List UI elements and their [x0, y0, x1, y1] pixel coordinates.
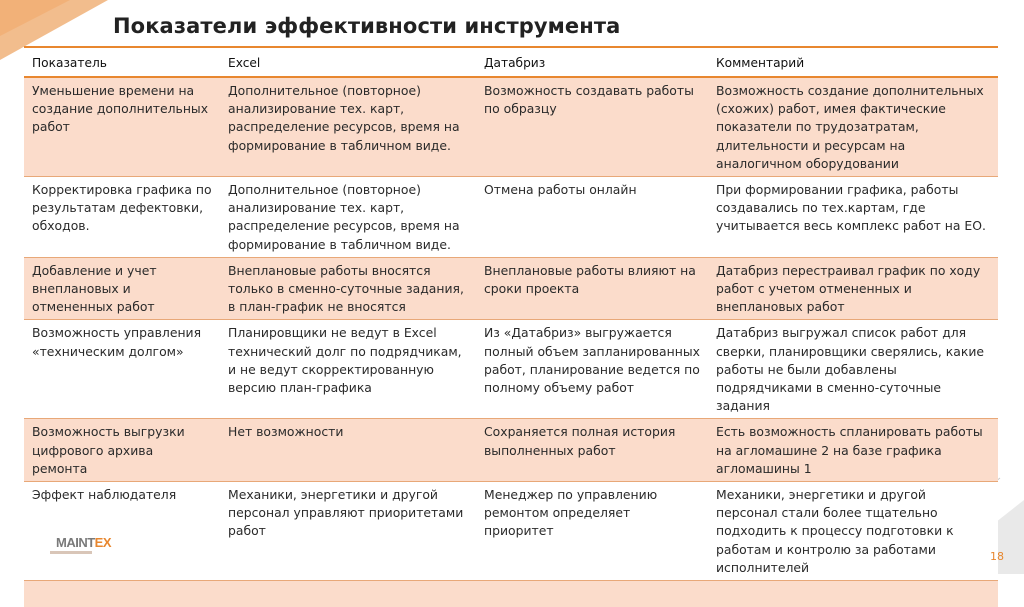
table-row [24, 257, 998, 320]
cell-excel: Нет возможности [220, 419, 476, 482]
header-excel: Excel [220, 47, 476, 77]
cell-indicator: Возможность выгрузки цифрового архива ремонта [24, 419, 220, 482]
company-logo [56, 535, 111, 550]
cell-comment: При формировании графика, работы создавались по тех.картам, где учитывается весь комплекс работ на ЕО. [708, 177, 998, 258]
efficiency-table [24, 46, 998, 607]
cell-databriz: Менеджер по управлению ремонтом определяет приоритет [476, 482, 708, 581]
cell-databriz: Возможность создавать работы по образцу [476, 77, 708, 177]
cell-comment: Механики, энергетики и другой персонал стали более тщательно подходить к процессу подготовки к работам и контролю за работами исполнителей [708, 482, 998, 581]
page-title: Показатели эффективности инструмента [113, 14, 621, 38]
cell-indicator: Эффект наблюдателя [24, 482, 220, 581]
logo-text-accent: EX [94, 535, 112, 550]
cell-comment: Возможность создание дополнительных (схожих) работ, имея фактические показатели по трудозатратам, длительности и ресурсам на аналогичном оборудовании [708, 77, 998, 177]
header-indicator: Показатель [24, 47, 220, 77]
logo-underline [50, 551, 92, 554]
table-row-empty [24, 581, 998, 607]
cell-comment: Датабриз перестраивал график по ходу работ с учетом отмененных и внеплановых работ [708, 257, 998, 320]
cell-excel: Механики, энергетики и другой персонал управляют приоритетами работ [220, 482, 476, 581]
cell-comment: Датабриз выгружал список работ для сверки, планировщики сверялись, какие работы не были добавлены подрядчиками в сменно-суточные задания [708, 320, 998, 419]
header-comment: Комментарий [708, 47, 998, 77]
logo-text-main: MAINT [56, 535, 95, 550]
table-header-row [24, 47, 998, 77]
cell-excel: Дополнительное (повторное) анализирование тех. карт, распределение ресурсов, время на формирование в табличном виде. [220, 77, 476, 177]
cell-indicator: Корректировка графика по результатам дефектовки, обходов. [24, 177, 220, 258]
table-row [24, 320, 998, 419]
cell-comment: Есть возможность спланировать работы на агломашине 2 на базе графика агломашины 1 [708, 419, 998, 482]
header-databriz: Датабриз [476, 47, 708, 77]
cell-indicator: Возможность управления «техническим долгом» [24, 320, 220, 419]
cell-databriz: Сохраняется полная история выполненных работ [476, 419, 708, 482]
table-row [24, 482, 998, 581]
table-row [24, 77, 998, 177]
cell-databriz: Отмена работы онлайн [476, 177, 708, 258]
cell-excel: Внеплановые работы вносятся только в сменно-суточные задания, в план-график не вносятся [220, 257, 476, 320]
cell-databriz: Внеплановые работы влияют на сроки проекта [476, 257, 708, 320]
table-row [24, 419, 998, 482]
table-row [24, 177, 998, 258]
cell-indicator: Уменьшение времени на создание дополнительных работ [24, 77, 220, 177]
cell-databriz: Из «Датабриз» выгружается полный объем запланированных работ, планирование ведется по полному объему работ [476, 320, 708, 419]
cell-indicator: Добавление и учет внеплановых и отмененных работ [24, 257, 220, 320]
page-number: 18 [990, 550, 1004, 563]
cell-excel: Дополнительное (повторное) анализирование тех. карт, распределение ресурсов, время на формирование в табличном виде. [220, 177, 476, 258]
cell-excel: Планировщики не ведут в Excel технический долг по подрядчикам, и не ведут скорректированную версию план-графика [220, 320, 476, 419]
